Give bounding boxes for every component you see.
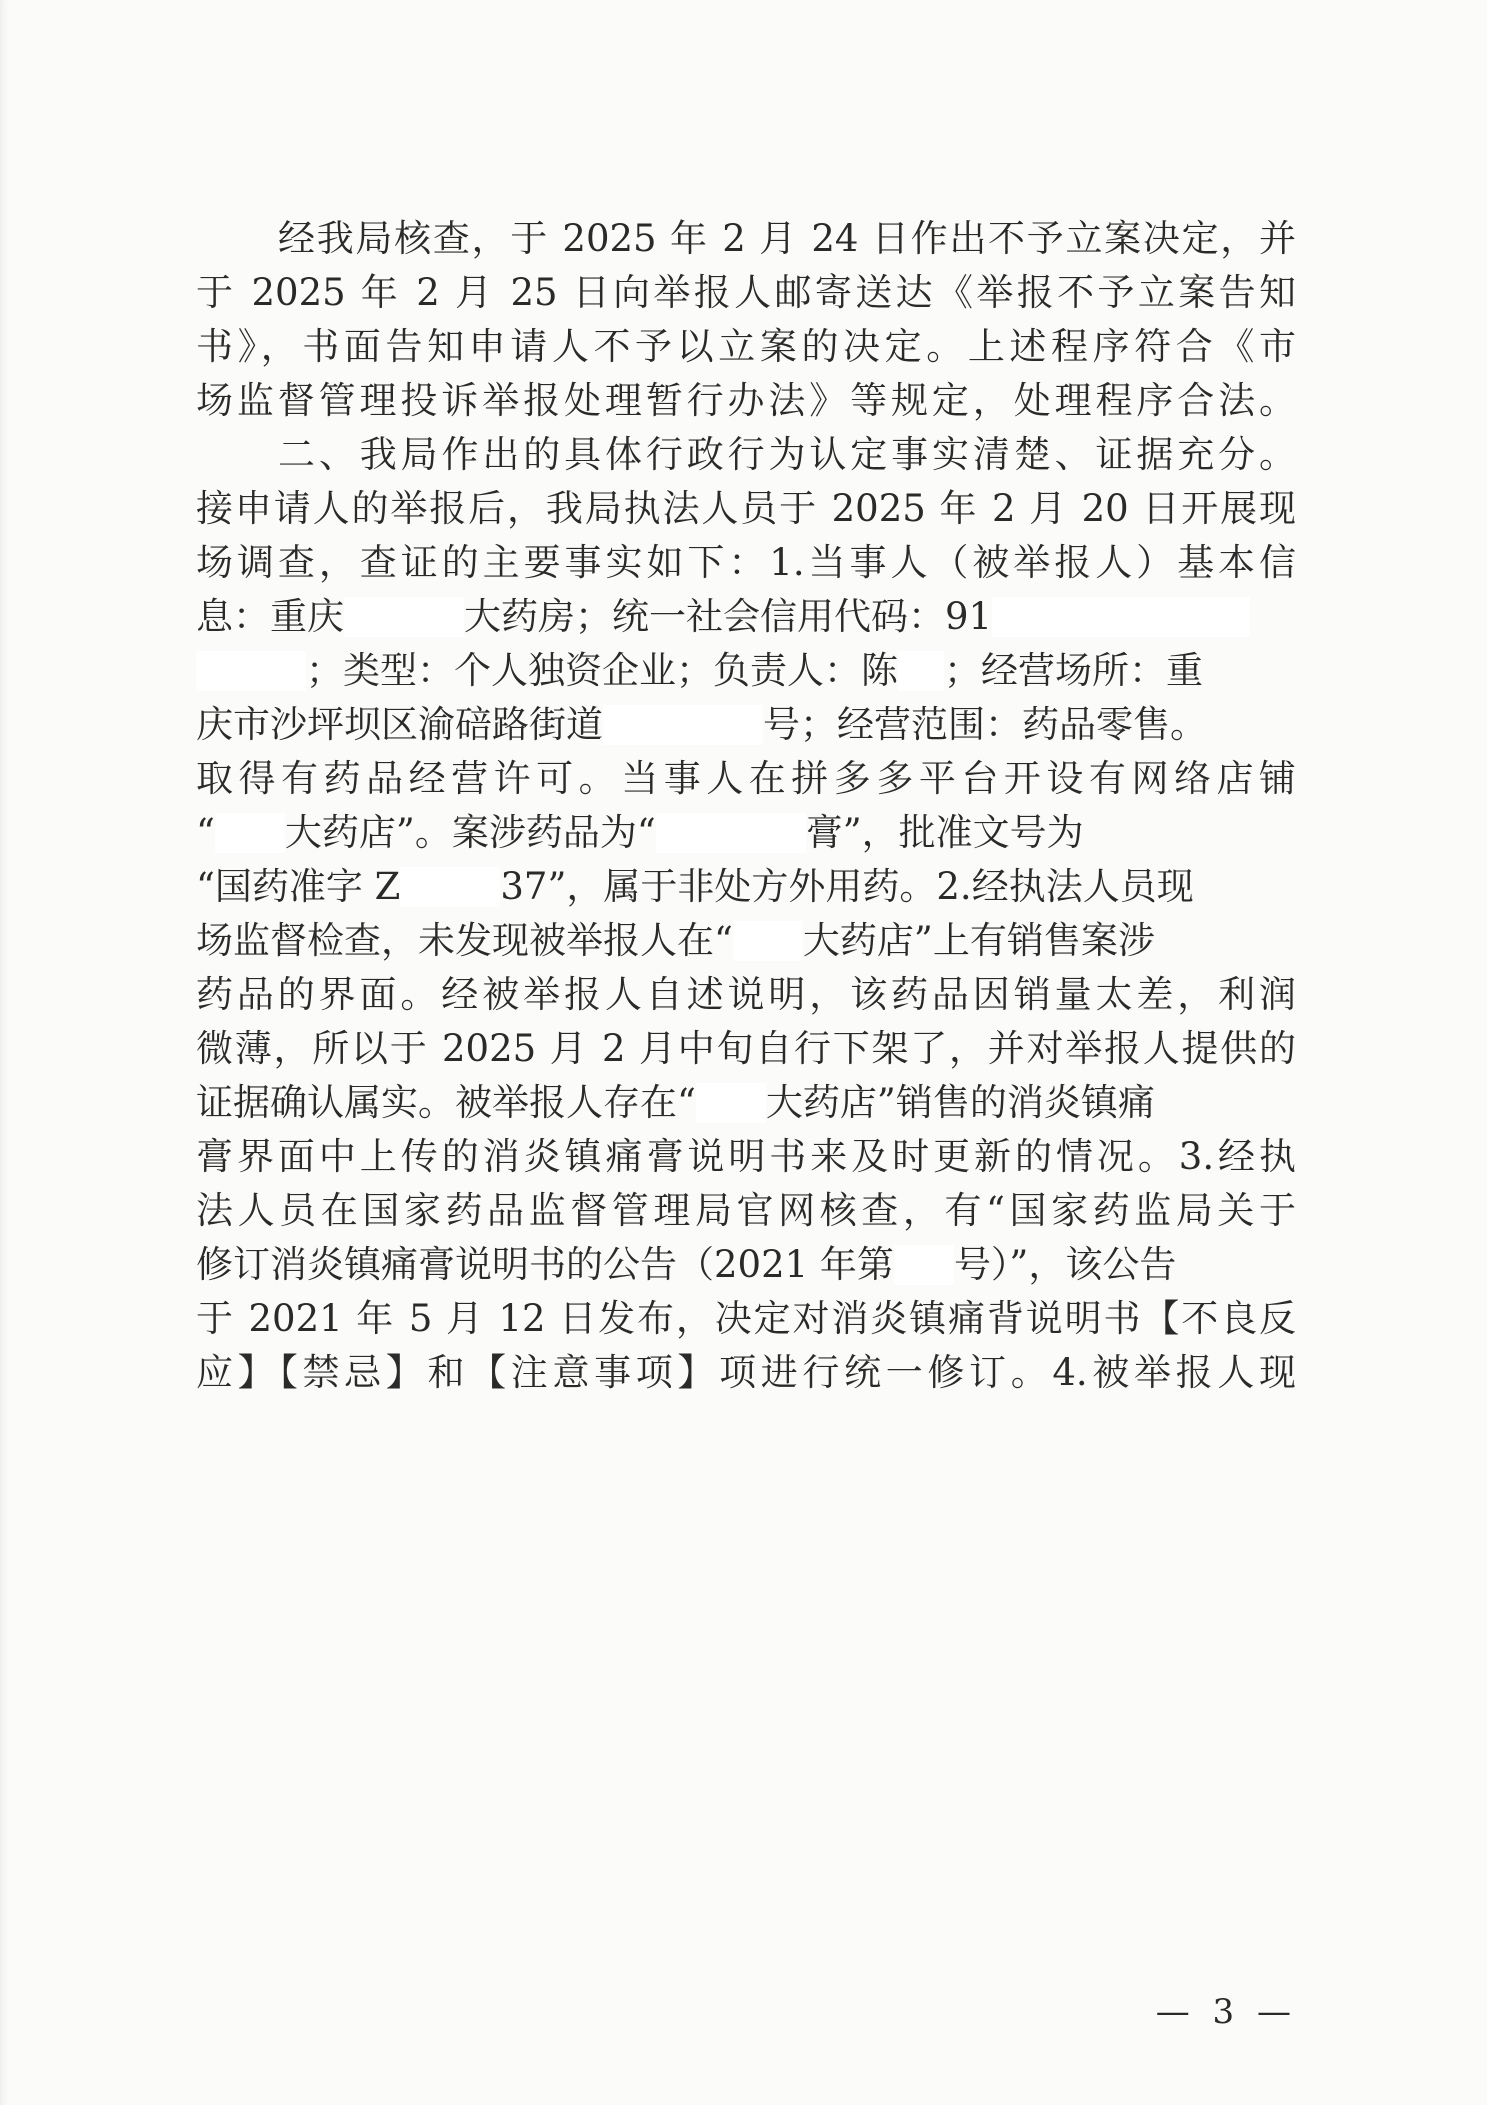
- text-run: ；经营场所：重: [944, 649, 1203, 692]
- text-line: [196, 646, 1296, 696]
- text-line: [196, 376, 1296, 426]
- text-run: 修订消炎镇痛膏说明书的公告（2021 年第: [196, 1243, 894, 1286]
- text-run: 二、我局作出的具体行政行为认定事实清楚、证据充分。: [278, 433, 1296, 476]
- text-run: 大药店”。案涉药品为“: [284, 811, 656, 854]
- redaction-box: [898, 651, 944, 691]
- text-line: [196, 1186, 1296, 1236]
- text-line: [196, 430, 1296, 480]
- text-line: [196, 322, 1296, 372]
- text-line: [196, 1078, 1296, 1128]
- page-number: — 3 —: [1155, 1992, 1297, 2032]
- text-run: 法人员在国家药品监督管理局官网核查，有“国家药监局关于: [196, 1189, 1296, 1232]
- text-line: [196, 484, 1296, 534]
- redaction-box: [894, 1245, 954, 1285]
- text-run: 庆市沙坪坝区渝碚路街道: [196, 703, 603, 746]
- redaction-box: [696, 1083, 766, 1123]
- redaction-box: [992, 597, 1250, 637]
- text-line: [196, 700, 1296, 750]
- text-line: [196, 754, 1296, 804]
- text-run: 息：重庆: [196, 595, 344, 638]
- text-line: [196, 970, 1296, 1020]
- text-line: [196, 916, 1296, 966]
- text-line: [196, 1294, 1296, 1344]
- text-run: 膏界面中上传的消炎镇痛膏说明书来及时更新的情况。3.经执: [196, 1135, 1296, 1178]
- text-line: [196, 1132, 1296, 1182]
- text-run: ；类型：个人独资企业；负责人：陈: [306, 649, 898, 692]
- text-run: 大药店”上有销售案涉: [802, 919, 1155, 962]
- text-run: 应】【禁忌】和【注意事项】项进行统一修订。4.被举报人现: [196, 1351, 1296, 1394]
- text-line: [196, 538, 1296, 588]
- redaction-box: [400, 867, 500, 907]
- text-run: 取得有药品经营许可。当事人在拼多多平台开设有网络店铺: [196, 757, 1296, 800]
- text-run: 大药房；统一社会信用代码：91: [464, 595, 993, 638]
- redaction-box: [215, 813, 285, 853]
- text-line: [196, 1348, 1296, 1398]
- text-run: 号；经营范围：药品零售。: [763, 703, 1207, 746]
- text-run: 于 2021 年 5 月 12 日发布，决定对消炎镇痛背说明书【不良反: [196, 1297, 1296, 1340]
- text-run: 接申请人的举报后，我局执法人员于 2025 年 2 月 20 日开展现: [196, 487, 1296, 530]
- redaction-box: [196, 651, 306, 691]
- text-line: [196, 1240, 1296, 1290]
- text-run: 场监督检查，未发现被举报人在“: [196, 919, 733, 962]
- text-run: 于 2025 年 2 月 25 日向举报人邮寄送达《举报不予立案告知: [196, 271, 1296, 314]
- redaction-box: [733, 921, 803, 961]
- text-line: [196, 214, 1296, 264]
- text-run: “国药准字 Z: [196, 865, 401, 908]
- text-line: [196, 592, 1296, 642]
- text-run: 场调查，查证的主要事实如下：1.当事人（被举报人）基本信: [196, 541, 1296, 584]
- text-run: 经我局核查，于 2025 年 2 月 24 日作出不予立案决定，并: [278, 217, 1296, 260]
- text-run: 37”，属于非处方外用药。2.经执法人员现: [500, 865, 1194, 908]
- text-run: 药品的界面。经被举报人自述说明，该药品因销量太差，利润: [196, 973, 1296, 1016]
- redaction-box: [344, 597, 464, 637]
- text-run: 膏”，批准文号为: [805, 811, 1084, 854]
- text-run: 书》，书面告知申请人不予以立案的决定。上述程序符合《市: [196, 325, 1296, 368]
- text-line: [196, 1024, 1296, 1074]
- redaction-box: [656, 813, 806, 853]
- text-run: “: [196, 811, 215, 854]
- text-line: [196, 808, 1296, 858]
- text-run: 证据确认属实。被举报人存在“: [196, 1081, 696, 1124]
- text-run: 号）”，该公告: [953, 1243, 1177, 1286]
- redaction-box: [603, 705, 763, 745]
- text-line: [196, 268, 1296, 318]
- text-line: [196, 862, 1296, 912]
- text-run: 场监督管理投诉举报处理暂行办法》等规定，处理程序合法。: [196, 379, 1296, 422]
- text-run: 大药店”销售的消炎镇痛: [765, 1081, 1155, 1124]
- text-run: 微薄，所以于 2025 月 2 月中旬自行下架了，并对举报人提供的: [196, 1027, 1296, 1070]
